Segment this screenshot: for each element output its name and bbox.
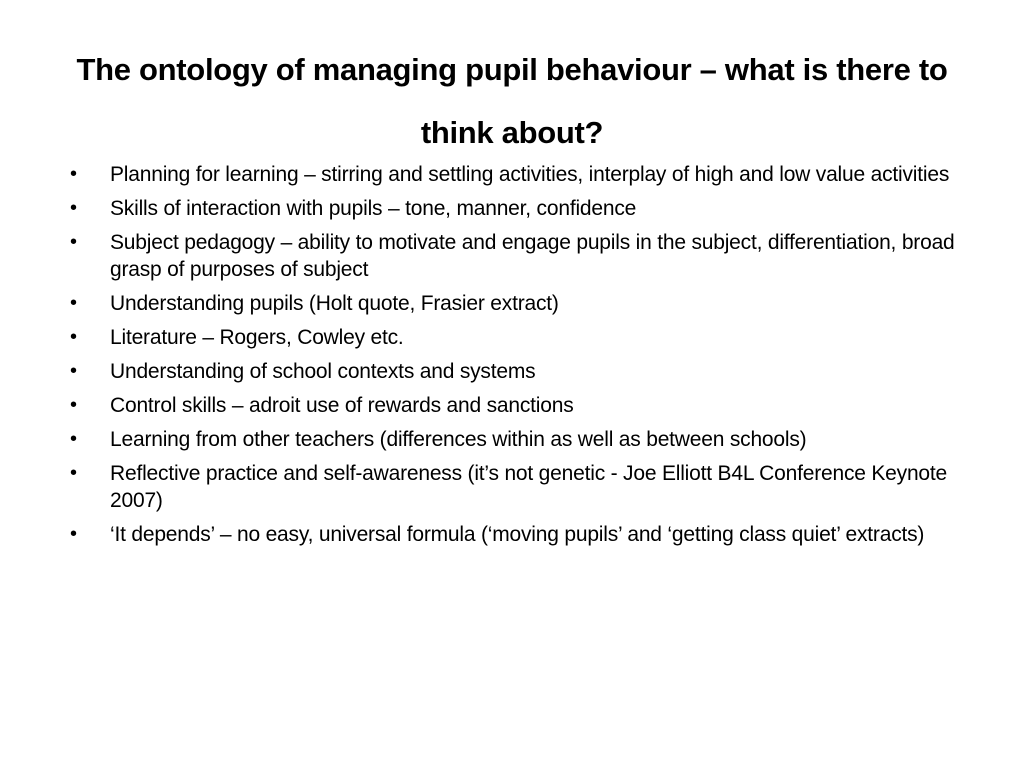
bullet-text: Learning from other teachers (differences within as well as between schools) (110, 428, 807, 451)
bullet-list (70, 161, 970, 555)
bullet-icon: • (70, 360, 77, 382)
bullet-item (70, 161, 970, 188)
slide-title: The ontology of managing pupil behaviour – what is there to think about? (76, 52, 948, 150)
bullet-icon: • (70, 292, 77, 314)
bullet-icon: • (70, 231, 77, 253)
bullet-text: Understanding of school contexts and systems (110, 360, 536, 383)
bullet-icon: • (70, 394, 77, 416)
bullet-icon: • (70, 326, 77, 348)
bullet-item (70, 392, 970, 419)
bullet-text: Literature – Rogers, Cowley etc. (110, 326, 404, 349)
bullet-item (70, 460, 970, 514)
bullet-text: Control skills – adroit use of rewards and sanctions (110, 394, 574, 417)
bullet-item (70, 195, 970, 222)
bullet-icon: • (70, 197, 77, 219)
bullet-item (70, 358, 970, 385)
bullet-text: Planning for learning – stirring and settling activities, interplay of high and low value activities (110, 163, 950, 186)
bullet-item (70, 426, 970, 453)
bullet-item (70, 324, 970, 351)
bullet-text: ‘It depends’ – no easy, universal formula (‘moving pupils’ and ‘getting class quiet’ extracts) (110, 523, 925, 546)
bullet-text: Understanding pupils (Holt quote, Frasier extract) (110, 292, 559, 315)
bullet-item (70, 521, 970, 548)
bullet-item (70, 290, 970, 317)
bullet-icon: • (70, 523, 77, 545)
bullet-text: Reflective practice and self-awareness (it’s not genetic - Joe Elliott B4L Conference Keynote 2007) (110, 462, 948, 512)
bullet-icon: • (70, 428, 77, 450)
bullet-item (70, 229, 970, 283)
bullet-text: Skills of interaction with pupils – tone, manner, confidence (110, 197, 637, 220)
bullet-icon: • (70, 462, 77, 484)
bullet-text: Subject pedagogy – ability to motivate and engage pupils in the subject, differentiation, broad grasp of purposes of subject (110, 231, 955, 281)
bullet-icon: • (70, 163, 77, 185)
